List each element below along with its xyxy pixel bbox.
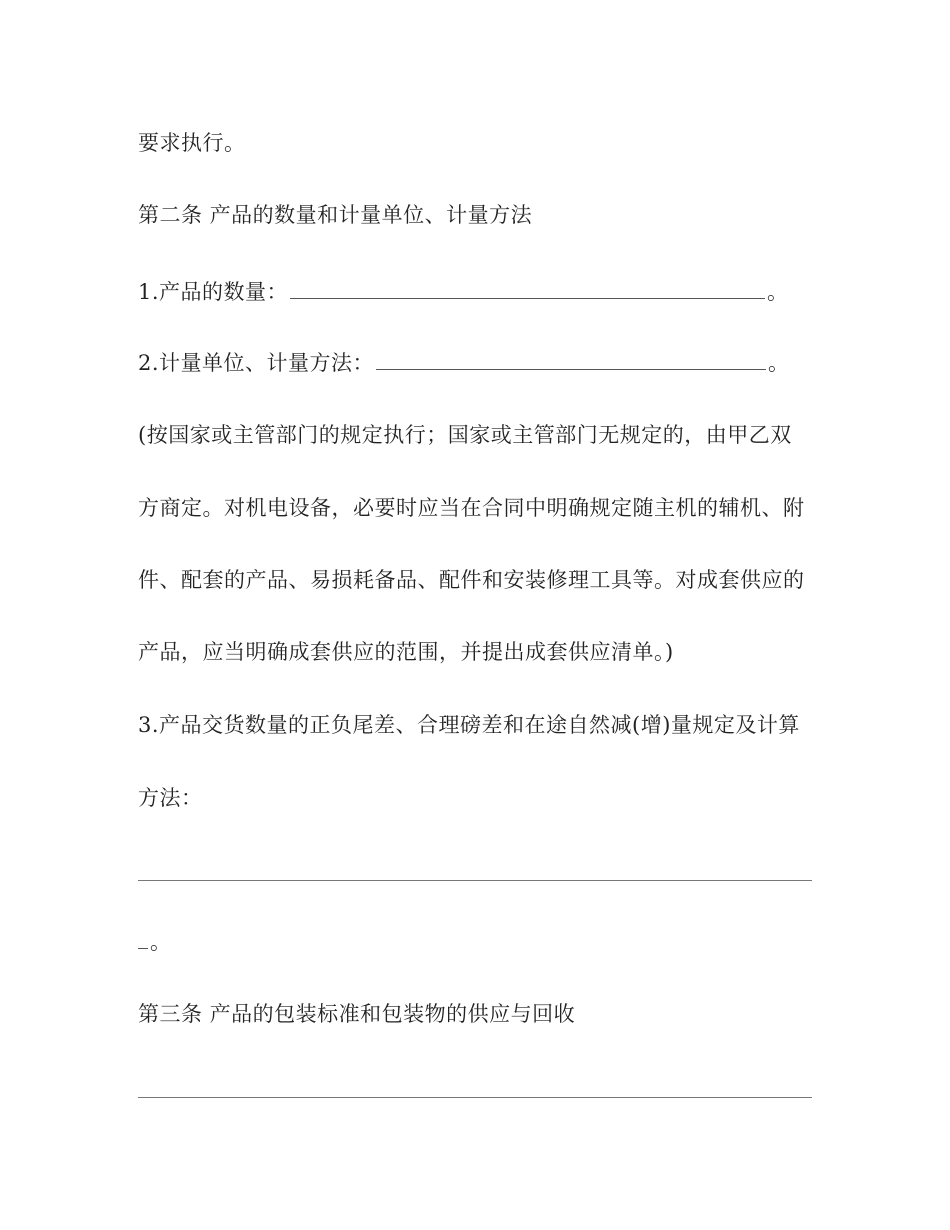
item-1-quantity [138, 278, 818, 306]
unit-method-blank-field[interactable] [376, 351, 766, 370]
item-3-line-2: 方法： [138, 786, 203, 810]
item-1-period: 。 [767, 280, 789, 304]
item-1-label: 1.产品的数量： [138, 280, 289, 304]
note-line-2: 方商定。对机电设备，必要时应当在合同中明确规定随主机的辅机、附 [138, 496, 805, 520]
item-2-period: 。 [768, 351, 790, 375]
article-3-heading: 第三条 产品的包装标准和包装物的供应与回收 [138, 1002, 576, 1026]
article-2-heading: 第二条 产品的数量和计量单位、计量方法 [138, 203, 533, 227]
item-3-end [138, 928, 818, 956]
item-3-blank-tail[interactable] [138, 930, 148, 949]
note-line-4: 产品，应当明确成套供应的范围，并提出成套供应清单。) [138, 640, 674, 664]
item-2-label: 2.计量单位、计量方法： [138, 351, 375, 375]
note-line-3: 件、配套的产品、易损耗备品、配件和安装修理工具等。对成套供应的 [138, 568, 805, 592]
item-3-line-1: 3.产品交货数量的正负尾差、合理磅差和在途自然减(增)量规定及计算 [138, 713, 800, 737]
item-2-unit-method [138, 349, 818, 377]
text-line-requirement: 要求执行。 [138, 131, 246, 155]
item-3-blank-rule[interactable] [138, 880, 812, 881]
quantity-blank-field[interactable] [290, 280, 765, 299]
article-3-blank-rule[interactable] [138, 1097, 812, 1098]
note-line-1: (按国家或主管部门的规定执行；国家或主管部门无规定的，由甲乙双 [138, 423, 792, 447]
item-3-period: 。 [150, 930, 172, 954]
